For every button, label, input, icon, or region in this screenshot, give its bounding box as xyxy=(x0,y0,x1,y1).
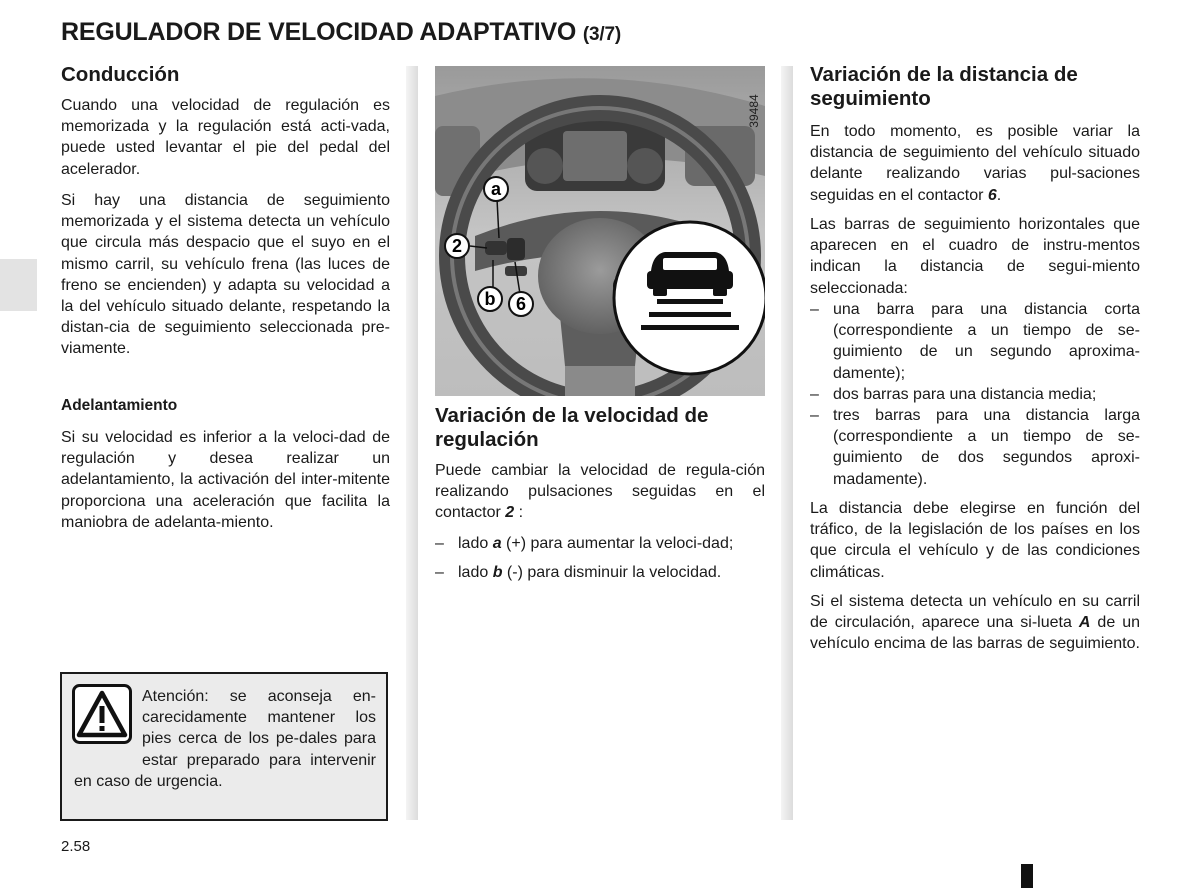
list-item: – una barra para una distancia corta (correspondiente a un tiempo de se-guimiento de un segundo aproxima-damente); xyxy=(810,301,1140,382)
paragraph: Si el sistema detecta un vehículo en su carril de circulación, aparece una si-lueta A de un vehículo encima de las barras de seguimiento. xyxy=(810,593,1141,653)
paragraph: Si su velocidad es inferior a la veloci-dad de regulación y desea realizar un adelantamiento, la activación del inter-mitente proporciona una aceleración que facilita la maniobra de adelanta-miento. xyxy=(61,429,390,531)
label-b: b xyxy=(484,289,496,309)
paragraph: La distancia debe elegirse en función del tráfico, de la legislación de los países en los que circula el vehículo y de las condiciones climáticas. xyxy=(810,500,1140,581)
heading-conduccion: Conducción xyxy=(61,63,180,86)
bullet-list xyxy=(435,533,765,583)
column-separator xyxy=(781,66,793,820)
page-title xyxy=(61,18,621,47)
list-item: – lado a (+) para aumentar la veloci-dad; xyxy=(435,535,734,552)
list-item: – tres barras para una distancia larga (correspondiente a un tiempo de se-guimiento de dos segundos aproxi-madamente). xyxy=(810,407,1140,488)
ref-A: A xyxy=(1078,614,1091,632)
warning-text: Atención: se aconseja en-carecidamente mantener los pies cerca de los pe-dales para estar preparado para intervenir en caso de urgencia. xyxy=(74,688,376,790)
end-marker xyxy=(1021,864,1033,888)
column-separator xyxy=(406,66,418,820)
paragraph: Las barras de seguimiento horizontales que aparecen en el cuadro de instru-mentos indican la distancia de segui-miento seleccionada: xyxy=(810,216,1140,297)
paragraph: Si hay una distancia de seguimiento memorizada y el sistema detecta un vehículo que circula más despacio que el suyo en el mismo carril, su vehículo frena (las luces de freno se encienden) y adapta su velocidad a la del vehículo situado delante, respetando la distan-cia de seguimiento seleccionada pre-viamente. xyxy=(61,192,390,358)
subheading-adelantamiento: Adelantamiento xyxy=(61,397,178,414)
title-part: (3/7) xyxy=(582,24,621,45)
paragraph: Cuando una velocidad de regulación es memorizada y la regulación está acti-vada, puede usted levantar el pie del pedal del acelerador. xyxy=(61,97,390,178)
heading-variacion-distancia: Variación de la distancia de seguimiento xyxy=(810,63,1078,110)
label-6: 6 xyxy=(515,294,527,314)
paragraph: Puede cambiar la velocidad de regula-ción realizando pulsaciones seguidas en el contactor 2 : xyxy=(435,462,765,522)
steering-wheel-figure xyxy=(435,66,765,396)
label-a: a xyxy=(490,179,502,199)
label-2: 2 xyxy=(451,236,463,256)
ref-2: 2 xyxy=(505,504,515,522)
list-item: – dos barras para una distancia media; xyxy=(810,385,1097,403)
paragraph: En todo momento, es posible variar la distancia de seguimiento del vehículo situado delante realizando varias pul-saciones seguidas en el contactor 6. xyxy=(810,123,1140,204)
section-tab xyxy=(0,259,37,311)
list-item: – lado b (-) para disminuir la velocidad. xyxy=(435,564,722,582)
title-text: REGULADOR DE VELOCIDAD ADAPTATIVO xyxy=(61,18,577,46)
bullet-list xyxy=(810,299,1140,490)
ref-6: 6 xyxy=(987,186,997,204)
page-number: 2.58 xyxy=(61,838,91,855)
warning-box xyxy=(60,672,388,821)
heading-variacion-velocidad: Variación de la velocidad de regulación xyxy=(435,404,709,451)
figure-ref-number: 39484 xyxy=(747,94,761,128)
